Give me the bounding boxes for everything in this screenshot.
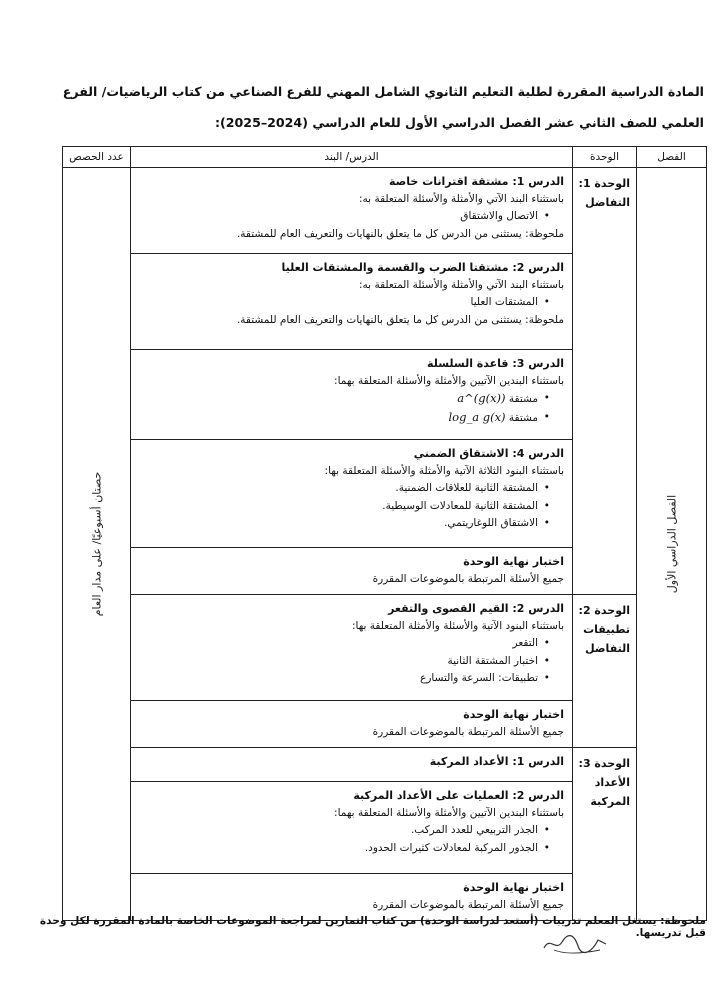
list-item: • الجذر التربيعي للعدد المركب.	[135, 822, 550, 840]
lesson-cell	[131, 548, 573, 595]
lesson-note: ملحوظة: يستثنى من الدرس كل ما يتعلق بالنهايات والتعريف العام للمشتقة.	[236, 227, 564, 240]
lesson-intro: باستثناء البندين الآتيين والأمثلة والأسئلة المتعلقة بهما:	[334, 806, 564, 819]
list-item: • المشتقات العليا	[135, 294, 550, 312]
list-item: • الاشتقاق اللوغاريتمي.	[135, 515, 550, 533]
list-item: • تطبيقات: السرعة والتسارع	[135, 670, 550, 688]
lesson-title: الدرس 2: العمليات على الأعداد المركبة	[353, 789, 564, 802]
table-row	[63, 168, 707, 254]
lesson-cell	[131, 595, 573, 701]
lesson-cell	[131, 748, 573, 782]
header-lesson: الدرس/ البند	[131, 147, 573, 168]
lesson-title: اختبار نهاية الوحدة	[463, 555, 564, 568]
lesson-title: الدرس 2: القيم القصوى والتقعر	[388, 602, 564, 615]
list-item: • التقعر	[135, 635, 550, 653]
unit-2-cell: الوحدة 2: تطبيقات التفاضل	[573, 595, 637, 748]
lesson-intro: باستثناء البندين الآتيين والأمثلة والأسئلة المتعلقة بهما:	[334, 374, 564, 387]
header-term: الفصل	[637, 147, 707, 168]
document-heading: المادة الدراسية المقررة لطلبة التعليم الثانوي الشامل المهني للفرع الصناعي من كتاب الرياضيات/ الفرع العلمي للصف الثاني عشر الفصل الدراسي الأول للعام الدراسي (2024–2025):	[62, 84, 704, 130]
list-item: • المشتقة الثانية للعلاقات الضمنية.	[135, 480, 550, 498]
lesson-title: الدرس 4: الاشتقاق الضمني	[413, 447, 564, 460]
table-header-row	[63, 147, 707, 168]
list-item: • مشتقة a^(g(x))	[135, 390, 550, 409]
footnote: ملحوظة: يستغل المعلم تدريبات (أستعد لدراسة الوحدة) من كتاب التمارين لمراجعة الموضوعات الخاصة بالمادة المقررة لكل وحدة قبل تدريسها.	[39, 915, 706, 939]
periods-label: حصتان أسبوعيًا/ على مدار العام	[90, 471, 103, 617]
lesson-cell	[131, 701, 573, 748]
term-label: الفصل الدراسي الأول	[665, 494, 678, 594]
lesson-intro: جميع الأسئلة المرتبطة بالموضوعات المقررة	[372, 898, 564, 911]
curriculum-table	[62, 146, 707, 921]
lesson-intro: باستثناء البنود الثلاثة الآتية والأمثلة والأسئلة المتعلقة بها:	[324, 464, 564, 477]
term-cell	[637, 168, 707, 921]
lesson-cell	[131, 440, 573, 548]
lesson-intro: جميع الأسئلة المرتبطة بالموضوعات المقررة	[372, 725, 564, 738]
lesson-intro: باستثناء البند الآتي والأمثلة والأسئلة المتعلقة به:	[359, 192, 564, 205]
list-item: • الاتصال والاشتقاق	[135, 208, 550, 226]
lesson-cell	[131, 782, 573, 874]
lesson-title: اختبار نهاية الوحدة	[463, 881, 564, 894]
lesson-title: الدرس 3: قاعدة السلسلة	[427, 357, 564, 370]
signature-scribble	[540, 930, 610, 956]
list-item: • الجذور المركبة لمعادلات كثيرات الحدود.	[135, 840, 550, 858]
header-unit: الوحدة	[573, 147, 637, 168]
list-item: • مشتقة log_a g(x)	[135, 409, 550, 428]
list-item: • المشتقة الثانية للمعادلات الوسيطية.	[135, 498, 550, 516]
unit-1-cell: الوحدة 1: التفاضل	[573, 168, 637, 595]
lesson-cell	[131, 350, 573, 440]
lesson-cell	[131, 168, 573, 254]
lesson-title: اختبار نهاية الوحدة	[463, 708, 564, 721]
unit-3-cell: الوحدة 3: الأعداد المركبة	[573, 748, 637, 921]
lesson-title: الدرس 1: مشتقة اقترانات خاصة	[389, 175, 564, 188]
formula-log-gx: log_a g(x)	[448, 409, 506, 424]
lesson-cell	[131, 874, 573, 921]
lesson-intro: جميع الأسئلة المرتبطة بالموضوعات المقررة	[372, 572, 564, 585]
formula-a-power-gx: a^(g(x))	[457, 391, 506, 405]
periods-cell	[63, 168, 131, 921]
lesson-intro: باستثناء البنود الآتية والأسئلة والأمثلة المتعلقة بها:	[351, 619, 564, 632]
lesson-note: ملحوظة: يستثنى من الدرس كل ما يتعلق بالنهايات والتعريف العام للمشتقة.	[236, 313, 564, 326]
table-row	[63, 748, 707, 782]
list-item: • اختبار المشتقة الثانية	[135, 653, 550, 671]
header-periods: عدد الحصص	[63, 147, 131, 168]
lesson-title: الدرس 2: مشتقتا الضرب والقسمة والمشتقات العليا	[281, 261, 564, 274]
lesson-title: الدرس 1: الأعداد المركبة	[429, 755, 564, 768]
lesson-cell	[131, 254, 573, 350]
table-row	[63, 595, 707, 701]
lesson-intro: باستثناء البند الآتي والأمثلة والأسئلة المتعلقة به:	[359, 278, 564, 291]
